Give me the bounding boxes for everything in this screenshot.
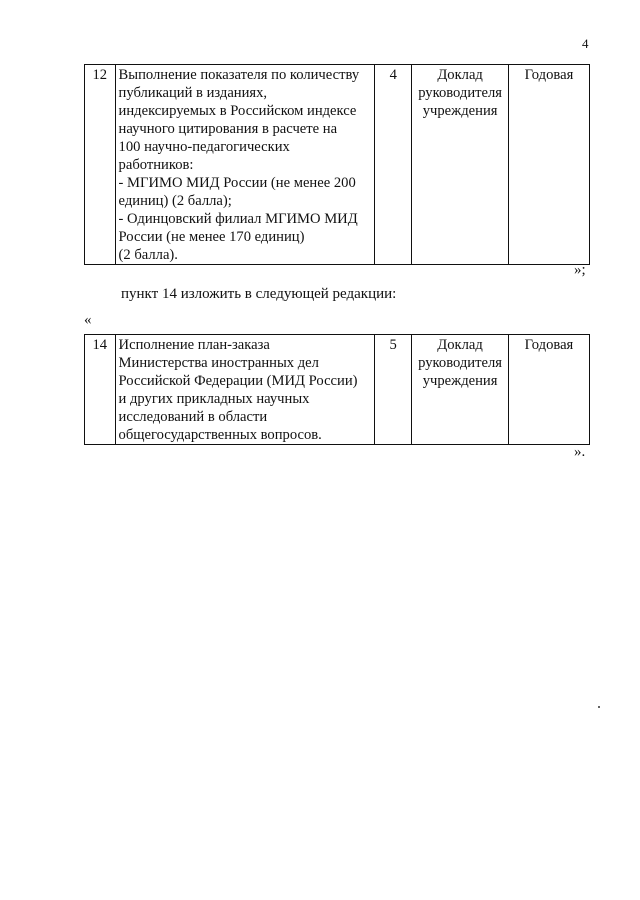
description-line: индексируемых в Российском индексе xyxy=(118,103,357,119)
row-report-cell xyxy=(412,65,509,265)
description-line: - Одинцовский филиал МГИМО МИД xyxy=(118,211,358,227)
row-period-cell: Годовая xyxy=(508,335,589,445)
row-number-cell: 14 xyxy=(85,335,116,445)
page-number: 4 xyxy=(582,36,589,51)
row-points-cell: 5 xyxy=(375,335,412,445)
description-line: Министерства иностранных дел xyxy=(118,355,319,371)
table-row xyxy=(85,65,590,265)
report-line: Доклад xyxy=(437,67,483,83)
indicator-table-row-14 xyxy=(84,334,590,445)
description-line: публикаций в изданиях, xyxy=(118,85,268,101)
row-report-cell xyxy=(412,335,509,445)
description-line: работников: xyxy=(118,157,194,173)
description-line: - МГИМО МИД России (не менее 200 xyxy=(118,175,356,191)
table-row xyxy=(85,335,590,445)
row-number-cell: 12 xyxy=(85,65,116,265)
description-line: 100 научно-педагогических xyxy=(118,139,290,155)
description-line: научного цитирования в расчете на xyxy=(118,121,338,137)
row-period-cell: Годовая xyxy=(508,65,589,265)
row-points-cell: 4 xyxy=(375,65,412,265)
row-description-cell xyxy=(115,65,375,265)
description-line: (2 балла). xyxy=(118,247,178,263)
closing-quote: »; xyxy=(574,262,586,278)
description-line: Выполнение показателя по количеству xyxy=(118,67,360,83)
report-line: учреждения xyxy=(422,103,498,119)
report-line: руководителя xyxy=(418,85,502,101)
scan-speck xyxy=(598,706,600,708)
report-line: учреждения xyxy=(422,373,498,389)
indicator-table-row-12 xyxy=(84,64,590,265)
description-line: Российской Федерации (МИД России) xyxy=(118,373,358,389)
description-line: и других прикладных научных xyxy=(118,391,310,407)
description-line: России (не менее 170 единиц) xyxy=(118,229,305,245)
amendment-paragraph: пункт 14 изложить в следующей редакции: xyxy=(121,286,397,302)
closing-quote: ». xyxy=(574,444,586,460)
opening-quote: « xyxy=(84,312,92,328)
report-line: Доклад xyxy=(437,337,483,353)
report-line: руководителя xyxy=(418,355,502,371)
description-line: Исполнение план-заказа xyxy=(118,337,270,353)
description-line: единиц) (2 балла); xyxy=(118,193,232,209)
description-line: общегосударственных вопросов. xyxy=(118,427,322,443)
description-line: исследований в области xyxy=(118,409,268,425)
row-description-cell xyxy=(115,335,375,445)
